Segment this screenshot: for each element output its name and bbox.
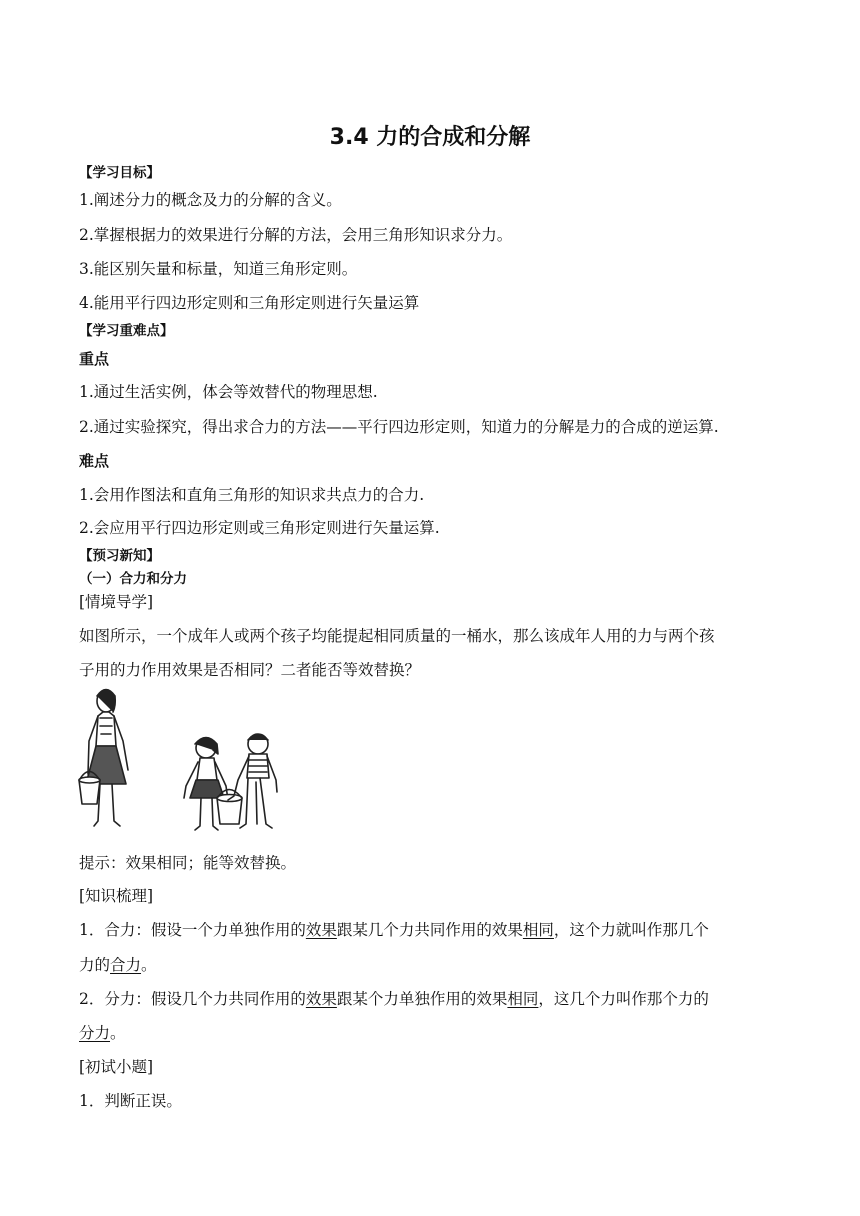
difficulty-item: 2.会应用平行四边形定则或三角形定则进行矢量运算.: [79, 519, 440, 537]
page-title: 3.4 力的合成和分解: [329, 125, 531, 150]
definition-component-force-cont: 分力。: [79, 1024, 126, 1042]
focus-item: 1.通过生活实例，体会等效替代的物理思想.: [79, 383, 378, 401]
focus-label: 重点: [79, 350, 110, 368]
objectives-heading: 【学习目标】: [79, 165, 160, 181]
scenario-label: [情境导学]: [79, 593, 154, 611]
definition-component-force: 2．分力：假设几个力共同作用的效果跟某个力单独作用的效果相同，这几个力叫作那个力的: [79, 990, 709, 1008]
definition-resultant-force-cont: 力的合力。: [79, 956, 157, 974]
objective-item: 1.阐述分力的概念及力的分解的含义。: [79, 191, 342, 209]
objective-item: 3.能区别矢量和标量，知道三角形定则。: [79, 260, 358, 278]
preview-heading: 【预习新知】: [79, 548, 160, 564]
key-points-heading: 【学习重难点】: [79, 323, 174, 339]
objective-item: 4.能用平行四边形定则和三角形定则进行矢量运算: [79, 294, 420, 312]
adult-and-two-children-carrying-bucket-illustration: [76, 686, 286, 836]
quiz-label: [初试小题]: [79, 1058, 154, 1076]
section-heading: （一）合力和分力: [79, 571, 187, 587]
knowledge-label: [知识梳理]: [79, 887, 154, 905]
difficulty-item: 1.会用作图法和直角三角形的知识求共点力的合力.: [79, 486, 425, 504]
hint-text: 提示：效果相同；能等效替换。: [79, 854, 297, 872]
scenario-text: 子用的力作用效果是否相同？二者能否等效替换？: [79, 661, 421, 679]
scenario-text: 如图所示，一个成年人或两个孩子均能提起相同质量的一桶水，那么该成年人用的力与两个孩: [79, 627, 715, 645]
difficulty-label: 难点: [79, 452, 110, 470]
quiz-item: 1．判断正误。: [79, 1092, 182, 1110]
objective-item: 2.掌握根据力的效果进行分解的方法，会用三角形知识求分力。: [79, 226, 513, 244]
definition-resultant-force: 1．合力：假设一个力单独作用的效果跟某几个力共同作用的效果相同，这个力就叫作那几个: [79, 921, 709, 939]
focus-item: 2.通过实验探究，得出求合力的方法——平行四边形定则，知道力的分解是力的合成的逆运算.: [79, 418, 719, 436]
